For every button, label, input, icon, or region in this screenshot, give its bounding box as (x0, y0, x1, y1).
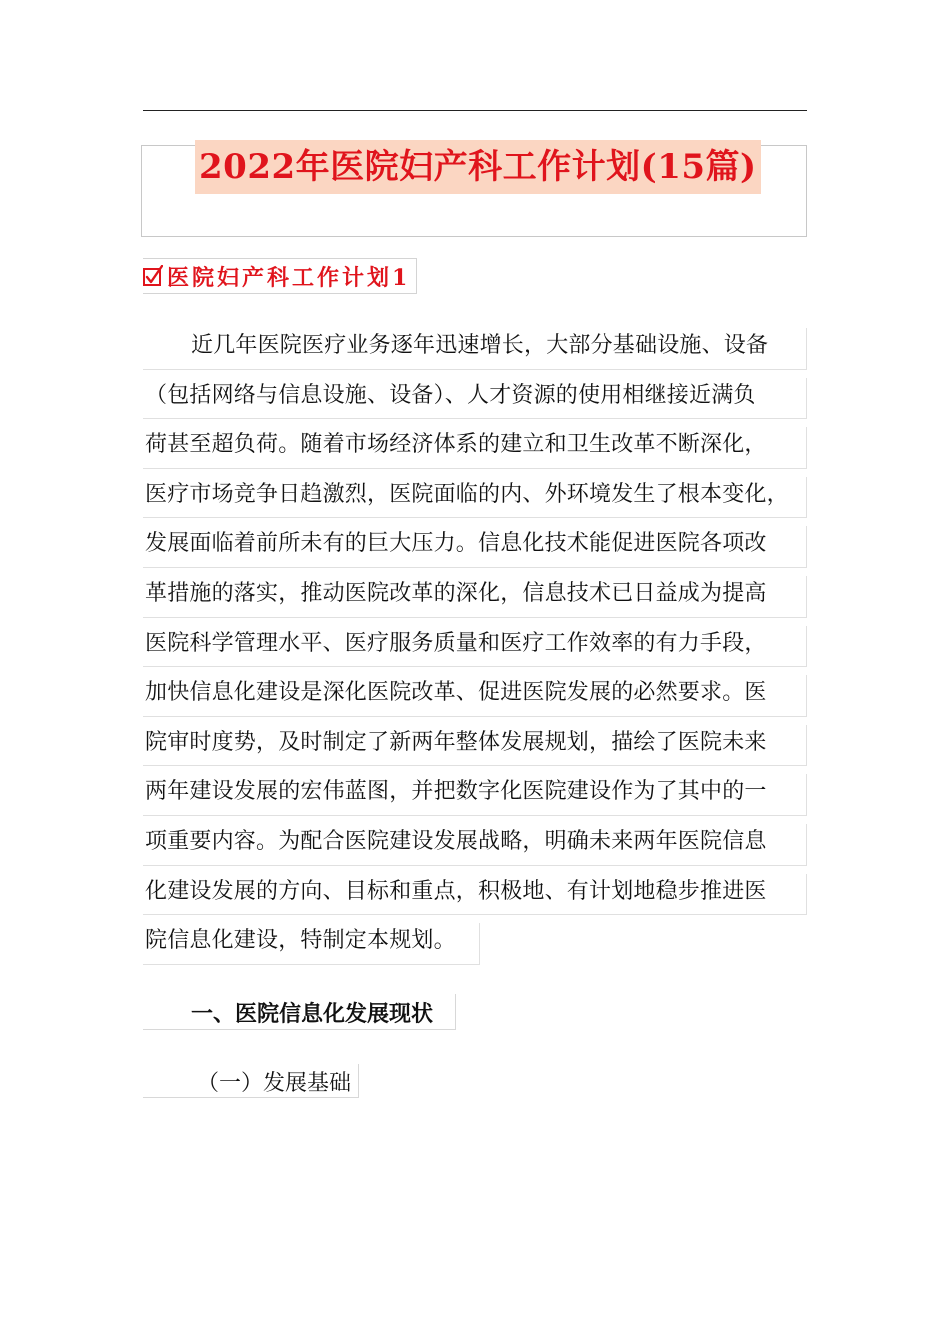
heading-2-text: （一）发展基础 (197, 1071, 352, 1096)
paragraph-line (143, 772, 807, 822)
paragraph-line-text: 院审时度势，及时制定了新两年整体发展规划，描绘了医院未来 (145, 729, 767, 755)
paragraph-line-text: 革措施的落实，推动医院改革的深化，信息技术已日益成为提高 (145, 580, 767, 606)
body-paragraph (143, 326, 807, 971)
paragraph-line (143, 524, 807, 574)
paragraph-line (143, 376, 807, 426)
paragraph-line-text: 两年建设发展的宏伟蓝图，并把数字化医院建设作为了其中的一 (145, 779, 767, 805)
document-title: 2022年医院妇产科工作计划(15篇) (195, 140, 761, 194)
paragraph-line-text: 发展面临着前所未有的巨大压力。信息化技术能促进医院各项改 (145, 531, 767, 557)
paragraph-line-text: （包括网络与信息设施、设备）、人才资源的使用相继接近满负 (145, 382, 756, 408)
paragraph-line-text: 近几年医院医疗业务逐年迅速增长，大部分基础设施、设备 (191, 333, 769, 358)
heading-level-2 (143, 1064, 359, 1098)
paragraph-line-text: 化建设发展的方向、目标和重点，积极地、有计划地稳步推进医 (145, 878, 767, 904)
paragraph-line (143, 475, 807, 525)
paragraph-line (143, 822, 807, 872)
paragraph-line (143, 723, 807, 773)
paragraph-line (143, 326, 807, 376)
paragraph-line (143, 921, 807, 971)
paragraph-line-text: 医疗市场竞争日趋激烈，医院面临的内、外环境发生了根本变化， (145, 481, 789, 507)
paragraph-line-text: 项重要内容。为配合医院建设发展战略，明确未来两年医院信息 (145, 828, 767, 854)
top-rule (143, 110, 807, 111)
paragraph-line (143, 673, 807, 723)
section-title: 医院妇产科工作计划1 (167, 264, 411, 291)
paragraph-line (143, 624, 807, 674)
paragraph-line (143, 574, 807, 624)
paragraph-line-text: 医院科学管理水平、医疗服务质量和医疗工作效率的有力手段， (145, 630, 767, 656)
paragraph-line-text: 加快信息化建设是深化医院改革、促进医院发展的必然要求。医 (145, 680, 767, 706)
paragraph-line-text: 院信息化建设，特制定本规划。 (145, 928, 456, 954)
heading-level-1 (143, 994, 456, 1030)
section-heading (143, 258, 417, 294)
heading-1-text: 一、医院信息化发展现状 (191, 1002, 434, 1027)
checkbox-checked-icon (143, 265, 163, 287)
paragraph-line (143, 425, 807, 475)
paragraph-line-text: 荷甚至超负荷。随着市场经济体系的建立和卫生改革不断深化， (145, 432, 767, 458)
paragraph-line (143, 872, 807, 922)
